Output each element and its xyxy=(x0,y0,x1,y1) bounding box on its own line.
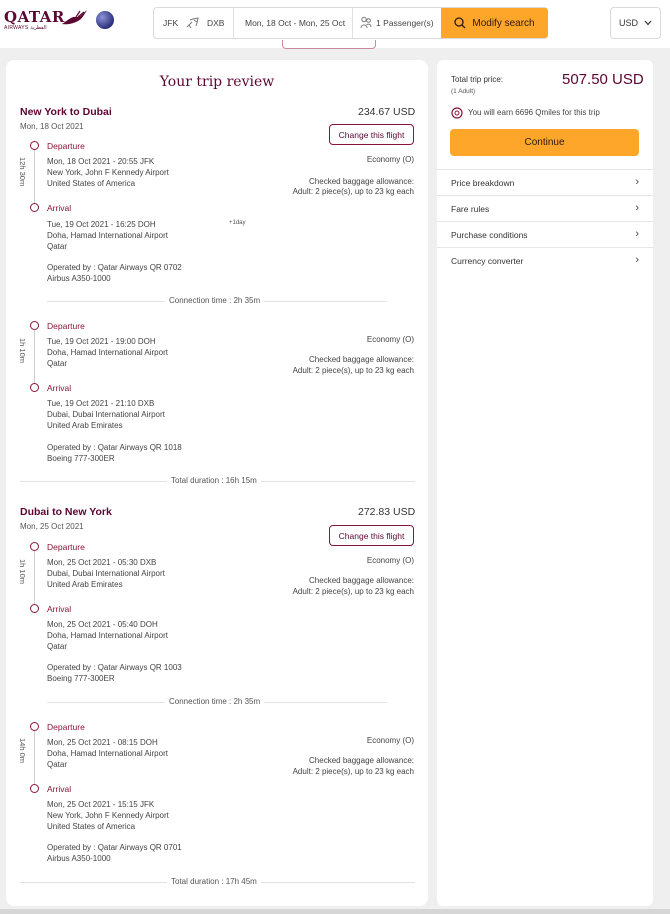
baggage-title: Checked baggage allowance: xyxy=(309,355,414,364)
outbound-price: 234.67 USD xyxy=(358,106,416,118)
arrival-dot xyxy=(30,784,39,793)
departure-time: Mon, 25 Oct 2021 - 08:15 DOH xyxy=(47,738,158,747)
adult-count: (1 Adult) xyxy=(451,88,476,95)
arrival-airport: Dubai, Dubai International Airport xyxy=(47,410,165,419)
connection-time: Connection time : 2h 35m xyxy=(165,296,264,305)
departure-label: Departure xyxy=(47,722,85,732)
inbound-date: Mon, 25 Oct 2021 xyxy=(20,522,84,531)
aircraft-type: Boeing 777-300ER xyxy=(47,674,115,683)
passenger-count[interactable]: 1 Passenger(s) xyxy=(376,18,434,28)
segment-duration: 1h 10m xyxy=(18,559,27,585)
arrival-airport: Doha, Hamad International Airport xyxy=(47,231,168,240)
baggage-detail: Adult: 2 piece(s), up to 23 kg each xyxy=(292,187,414,196)
connection-time: Connection time : 2h 35m xyxy=(165,697,264,706)
arrival-airport: Doha, Hamad International Airport xyxy=(47,631,168,640)
total-duration: Total duration : 17h 45m xyxy=(167,877,261,886)
change-inbound-flight-button[interactable]: Change this flight xyxy=(329,525,414,546)
baggage-title: Checked baggage allowance: xyxy=(309,756,414,765)
change-outbound-flight-button[interactable]: Change this flight xyxy=(329,124,414,145)
price-breakdown-link[interactable] xyxy=(437,169,653,195)
departure-label: Departure xyxy=(47,141,85,151)
departure-time: Mon, 18 Oct 2021 - 20:55 JFK xyxy=(47,157,155,166)
baggage-title: Checked baggage allowance: xyxy=(309,177,414,186)
modify-search-label: Modify search xyxy=(472,17,535,29)
departure-airport: New York, John F Kennedy Airport xyxy=(47,168,169,177)
arrival-country: United States of America xyxy=(47,822,136,831)
departure-label: Departure xyxy=(47,321,85,331)
operated-by: Operated by : Qatar Airways QR 1018 xyxy=(47,443,182,452)
arrival-label: Arrival xyxy=(47,604,72,614)
outbound-route-title: New York to Dubai xyxy=(20,106,112,118)
arrival-label: Arrival xyxy=(47,383,72,393)
departure-airport: Doha, Hamad International Airport xyxy=(47,348,168,357)
arrival-label: Arrival xyxy=(47,203,72,213)
travel-dates[interactable]: Mon, 18 Oct - Mon, 25 Oct xyxy=(245,18,346,28)
arrival-country: United Arab Emirates xyxy=(47,421,123,430)
currency-selector[interactable] xyxy=(610,7,661,39)
plane-route-icon xyxy=(186,17,199,29)
total-duration: Total duration : 16h 15m xyxy=(167,476,261,485)
link-label: Price breakdown xyxy=(451,178,515,188)
search-icon xyxy=(454,17,466,29)
operated-by: Operated by : Qatar Airways QR 0701 xyxy=(47,843,182,852)
chevron-right-icon: › xyxy=(635,202,639,214)
inbound-price: 272.83 USD xyxy=(358,506,416,518)
origin-code[interactable]: JFK xyxy=(163,18,179,28)
segment-duration: 14h 0m xyxy=(18,738,27,764)
segment-duration: 12h 30m xyxy=(18,157,27,187)
cabin-class: Economy (O) xyxy=(366,155,414,164)
chevron-down-icon xyxy=(644,20,652,26)
aircraft-type: Boeing 777-300ER xyxy=(47,454,115,463)
timeline-line xyxy=(34,330,35,386)
baggage-detail: Adult: 2 piece(s), up to 23 kg each xyxy=(292,587,414,596)
departure-dot xyxy=(30,722,39,731)
page-title: Your trip review xyxy=(159,74,275,90)
departure-dot xyxy=(30,321,39,330)
baggage-detail: Adult: 2 piece(s), up to 23 kg each xyxy=(292,366,414,375)
arrival-time: Tue, 19 Oct 2021 - 21:10 DXB xyxy=(47,399,155,408)
arrival-label: Arrival xyxy=(47,784,72,794)
baggage-title: Checked baggage allowance: xyxy=(309,576,414,585)
inbound-route-title: Dubai to New York xyxy=(20,506,112,518)
arrival-time: Mon, 25 Oct 2021 - 05:40 DOH xyxy=(47,620,158,629)
aircraft-type: Airbus A350-1000 xyxy=(47,274,111,283)
arrival-time: Mon, 25 Oct 2021 - 15:15 JFK xyxy=(47,800,155,809)
logo-wordmark: QATAR xyxy=(4,8,65,26)
departure-airport: Doha, Hamad International Airport xyxy=(47,749,168,758)
aircraft-type: Airbus A350-1000 xyxy=(47,854,111,863)
cabin-class: Economy (O) xyxy=(366,335,414,344)
passengers-icon xyxy=(360,16,372,30)
total-price: 507.50 USD xyxy=(562,71,644,88)
chevron-right-icon: › xyxy=(635,176,639,188)
departure-country: United States of America xyxy=(47,179,136,188)
cabin-class: Economy (O) xyxy=(366,556,414,565)
divider xyxy=(233,8,234,38)
arrival-dot xyxy=(30,203,39,212)
qatar-airways-logo[interactable] xyxy=(4,8,65,31)
modify-search-button[interactable] xyxy=(441,8,548,38)
departure-country: Qatar xyxy=(47,760,68,769)
timeline-line xyxy=(34,150,35,206)
departure-country: Qatar xyxy=(47,359,68,368)
timeline-line xyxy=(34,551,35,607)
arrival-dot xyxy=(30,383,39,392)
operated-by: Operated by : Qatar Airways QR 0702 xyxy=(47,263,182,272)
cabin-class: Economy (O) xyxy=(366,736,414,745)
arrival-country: Qatar xyxy=(47,242,68,251)
outbound-date: Mon, 18 Oct 2021 xyxy=(20,122,84,131)
timeline-line xyxy=(34,731,35,787)
page-bottom-edge xyxy=(0,909,670,914)
collapsed-tab-handle[interactable] xyxy=(282,40,376,49)
destination-code[interactable]: DXB xyxy=(207,18,225,28)
oneworld-icon xyxy=(96,11,114,29)
currency-converter-link[interactable] xyxy=(437,247,653,273)
departure-time: Mon, 25 Oct 2021 - 05:30 DXB xyxy=(47,558,157,567)
arrival-country: Qatar xyxy=(47,642,68,651)
chevron-right-icon: › xyxy=(635,254,639,266)
departure-country: United Arab Emirates xyxy=(47,580,123,589)
segment-duration: 1h 10m xyxy=(18,338,27,364)
arrival-time: Tue, 19 Oct 2021 - 16:25 DOH xyxy=(47,220,156,229)
departure-label: Departure xyxy=(47,542,85,552)
divider xyxy=(352,8,353,38)
departure-dot xyxy=(30,141,39,150)
oryx-icon xyxy=(60,8,90,30)
plus-day-badge: +1day xyxy=(229,220,246,226)
baggage-detail: Adult: 2 piece(s), up to 23 kg each xyxy=(292,767,414,776)
qmiles-earn-text: You will earn 6696 Qmiles for this trip xyxy=(468,108,600,117)
total-price-label: Total trip price: xyxy=(451,75,504,84)
qmiles-icon xyxy=(451,107,463,119)
link-label: Fare rules xyxy=(451,204,490,214)
departure-time: Tue, 19 Oct 2021 - 19:00 DOH xyxy=(47,337,156,346)
arrival-airport: New York, John F Kennedy Airport xyxy=(47,811,169,820)
search-summary-bar[interactable] xyxy=(153,7,548,39)
continue-button[interactable]: Continue xyxy=(450,129,639,156)
arrival-dot xyxy=(30,604,39,613)
departure-airport: Dubai, Dubai International Airport xyxy=(47,569,165,578)
link-label: Currency converter xyxy=(451,256,524,266)
link-label: Purchase conditions xyxy=(451,230,528,240)
currency-value: USD xyxy=(618,18,638,28)
fare-rules-link[interactable] xyxy=(437,195,653,221)
chevron-right-icon: › xyxy=(635,228,639,240)
logo-subtext: AIRWAYS القطرية xyxy=(4,25,47,31)
departure-dot xyxy=(30,542,39,551)
operated-by: Operated by : Qatar Airways QR 1003 xyxy=(47,663,182,672)
purchase-conditions-link[interactable] xyxy=(437,221,653,247)
